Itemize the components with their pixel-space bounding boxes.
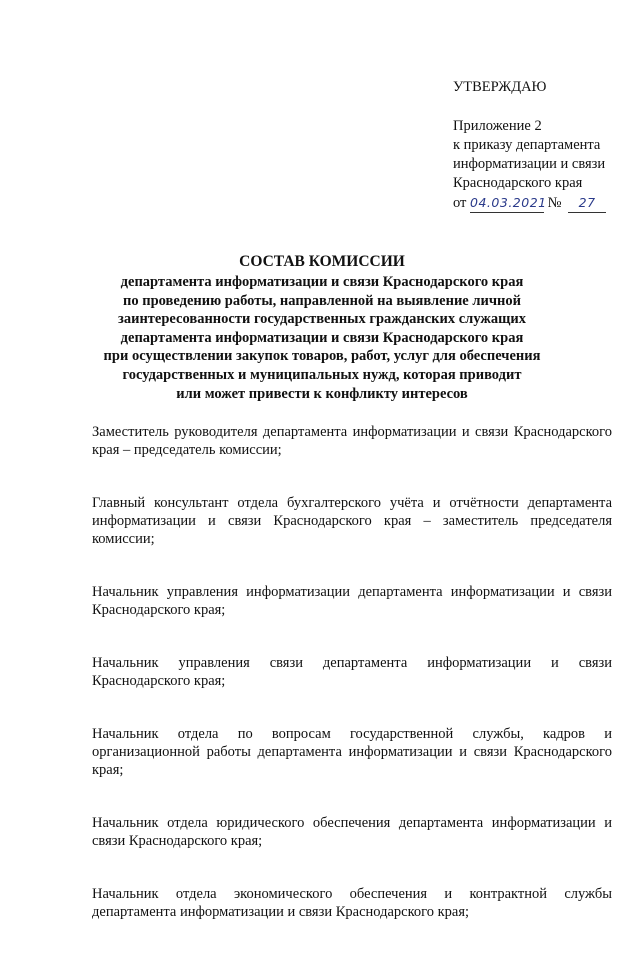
subtitle-line: по проведению работы, направленной на выявление личной: [123, 292, 521, 309]
appendix-line: Приложение 2: [453, 118, 542, 134]
handwritten-number: 27: [568, 193, 606, 213]
member-item: Начальник отдела экономического обеспечения и контрактной службы департамента информатизации и связи Краснодарского края;: [92, 885, 612, 921]
order-line: к приказу департамента: [453, 137, 601, 153]
member-item: Заместитель руководителя департамента информатизации и связи Краснодарского края – председатель комиссии;: [92, 424, 612, 459]
approval-block: [453, 78, 633, 213]
region-line: Краснодарского края: [453, 175, 583, 191]
member-item: Начальник управления связи департамента информатизации и связи Краснодарского края;: [92, 654, 612, 690]
subtitle-line: или может привести к конфликту интересов: [176, 385, 468, 402]
department-line: информатизации и связи: [453, 156, 606, 172]
member-item: Начальник отдела юридического обеспечения департамента информатизации и связи Краснодарского края;: [92, 814, 612, 850]
subtitle-line: при осуществлении закупок товаров, работ, услуг для обеспечения: [103, 348, 541, 365]
document-title: СОСТАВ КОМИССИИ: [239, 253, 405, 270]
member-item: Главный консультант отдела бухгалтерского учёта и отчётности департамента информатизации и связи Краснодарского края – заместитель председателя комиссии;: [92, 494, 612, 548]
member-item: Начальник управления информатизации департамента информатизации и связи Краснодарского края;: [92, 584, 612, 619]
subtitle-line: государственных и муниципальных нужд, которая приводит: [122, 366, 522, 383]
approve-title: УТВЕРЖДАЮ: [453, 79, 547, 95]
subtitle-line: департамента информатизации и связи Краснодарского края: [120, 274, 524, 290]
date-number-line: [453, 193, 633, 213]
commission-members-list: [92, 423, 612, 956]
member-item: Начальник отдела по вопросам государственной службы, кадров и организационной работы департамента информатизации и связи Краснодарского края;: [92, 725, 612, 779]
handwritten-date: 04.03.2021: [470, 193, 544, 213]
date-prefix: от: [453, 195, 467, 211]
document-heading: [92, 252, 552, 403]
subtitle-line: департамента информатизации и связи Краснодарского края: [120, 329, 524, 346]
number-prefix: №: [547, 195, 562, 211]
subtitle-line: заинтересованности государственных гражданских служащих: [118, 311, 526, 328]
